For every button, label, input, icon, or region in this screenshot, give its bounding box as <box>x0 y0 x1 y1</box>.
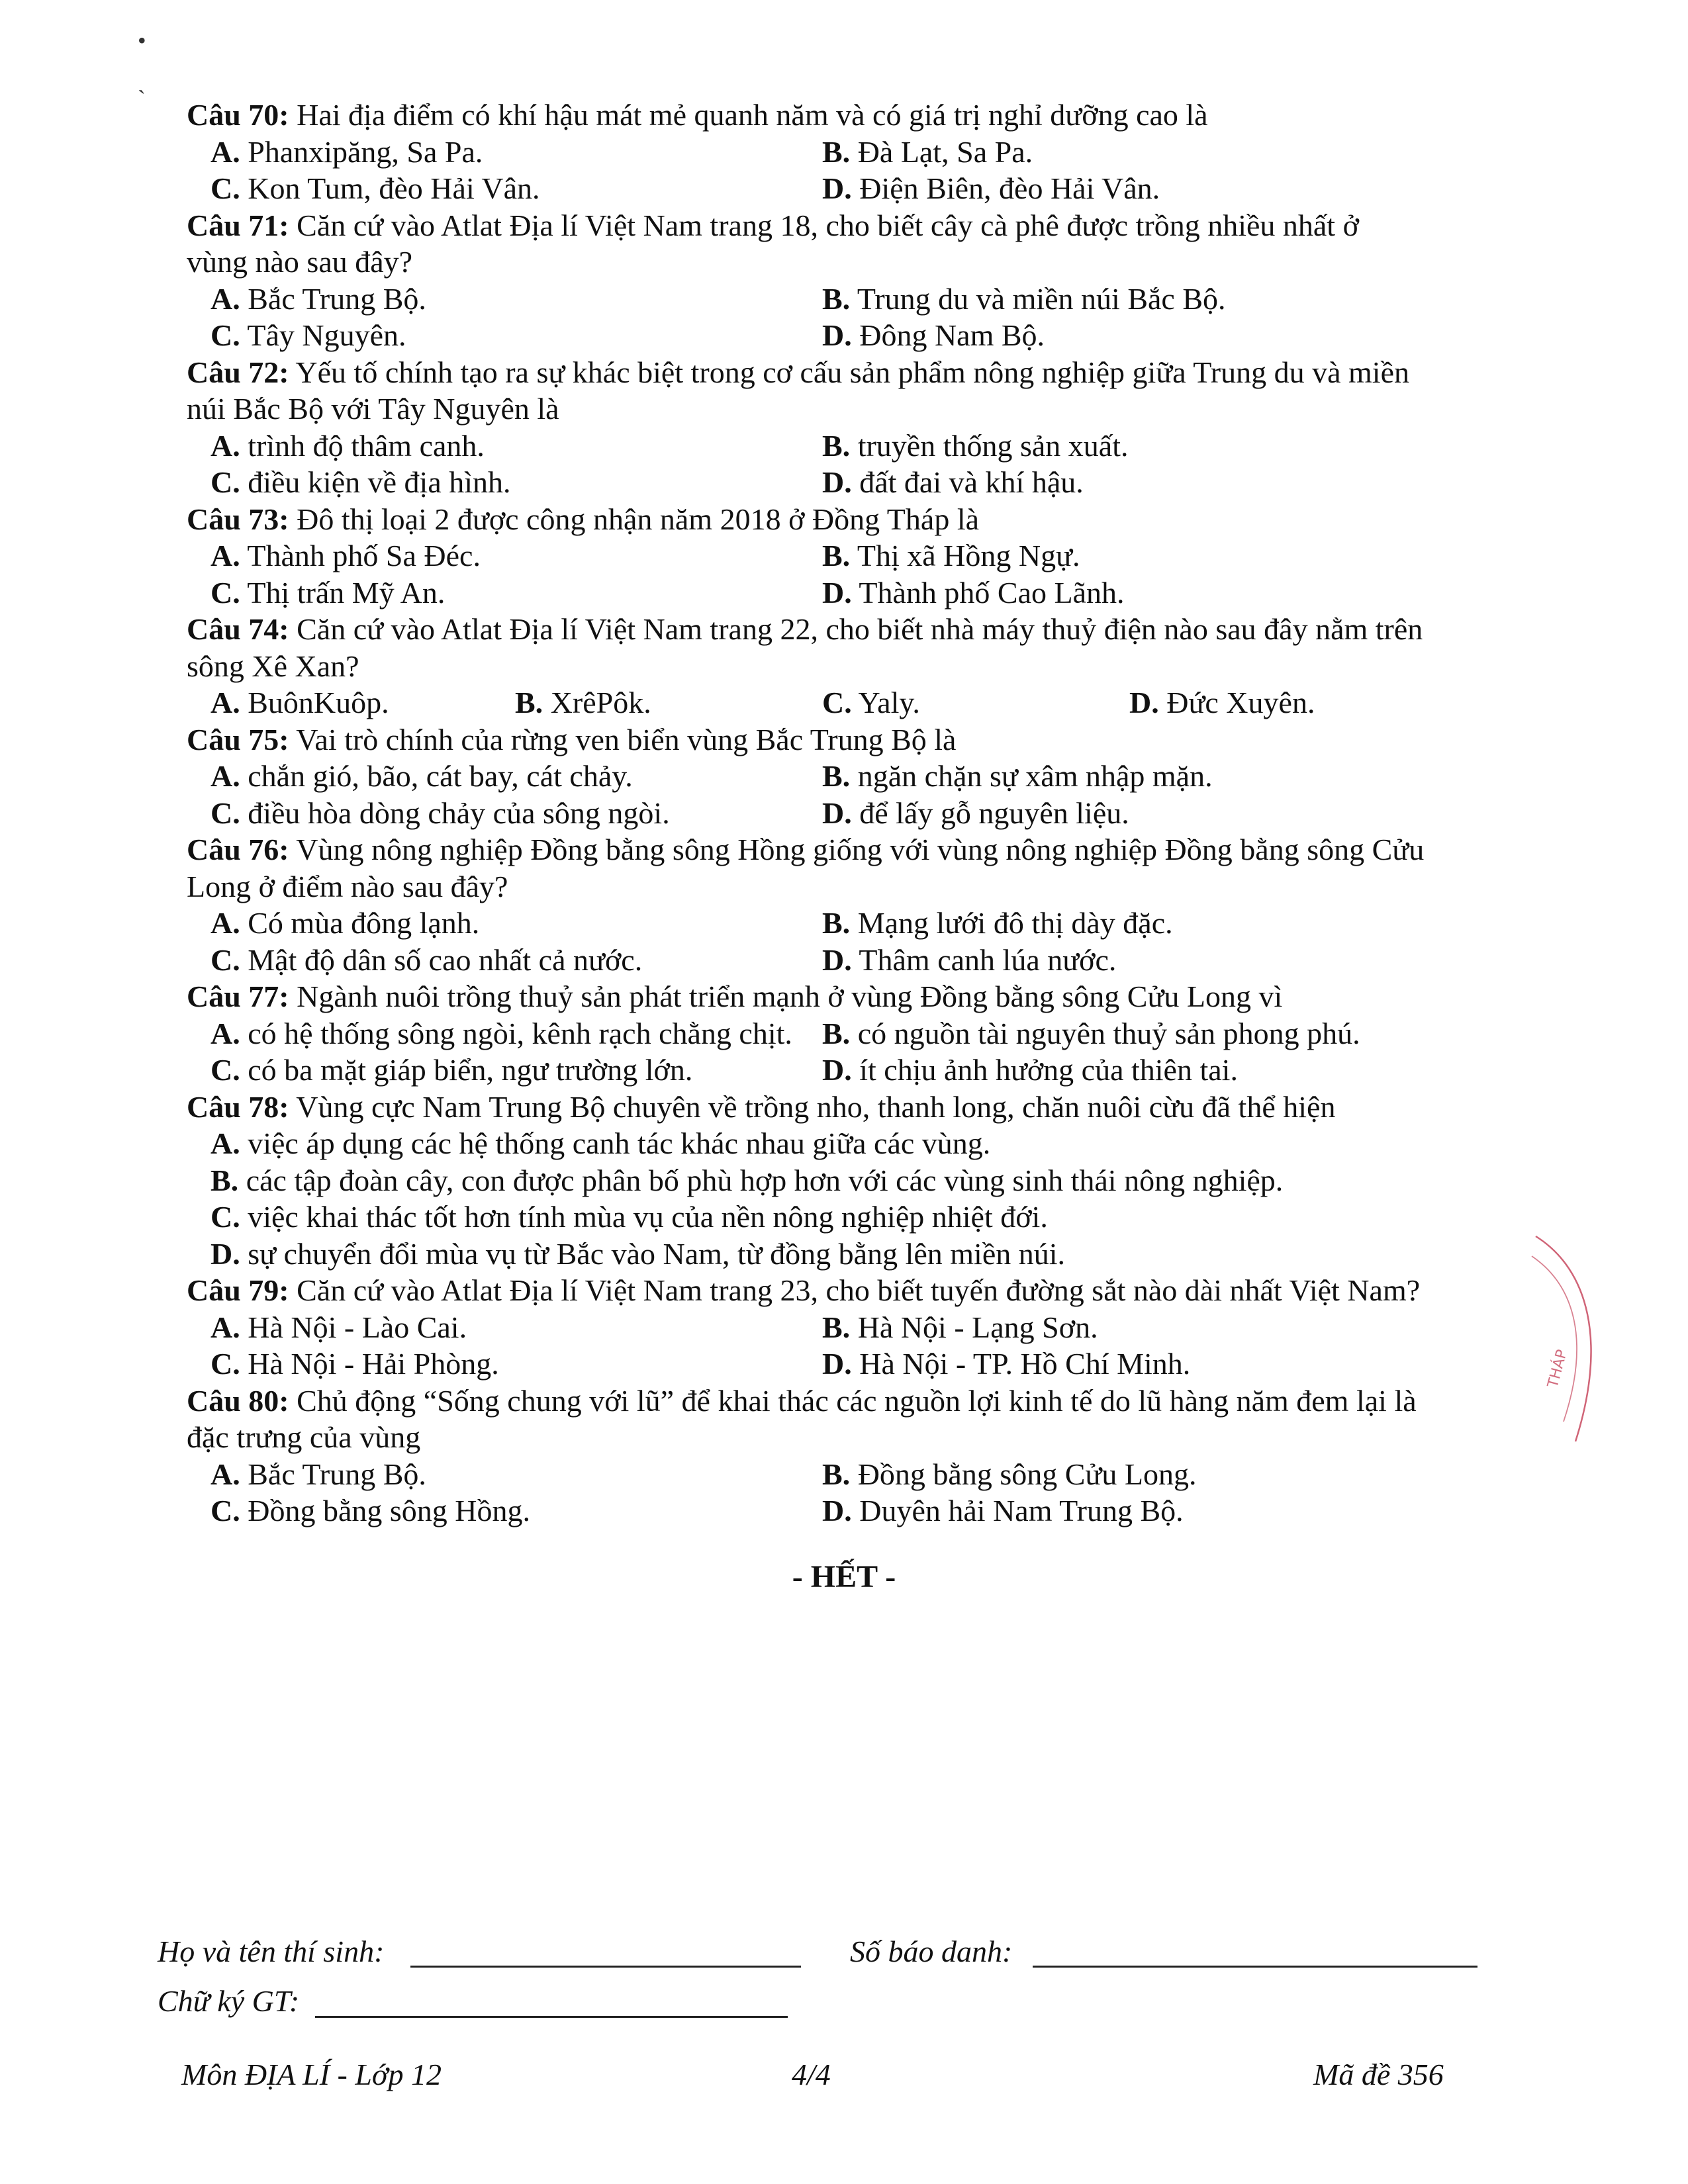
answer-option[interactable] <box>211 464 822 501</box>
option-letter: D. <box>822 796 852 830</box>
answer-option[interactable] <box>822 1015 1434 1052</box>
question-stem-text: Vùng nông nghiệp Đồng bằng sông Hồng giống với vùng nông nghiệp Đồng bằng sông Cửu <box>296 833 1425 866</box>
option-text: các tập đoàn cây, con được phân bố phù hợp hơn với các vùng sinh thái nông nghiệp. <box>246 1163 1284 1197</box>
option-letter: C. <box>211 575 240 610</box>
option-text: Đồng bằng sông Cửu Long. <box>857 1457 1197 1491</box>
option-text: Bắc Trung Bộ. <box>248 1457 426 1491</box>
question-item <box>187 97 1484 207</box>
candidate-name-field[interactable] <box>410 1966 801 1968</box>
supervisor-signature-label: Chữ ký GT: <box>158 1984 300 2018</box>
option-row <box>187 574 1484 612</box>
question-number: Câu 71: <box>187 208 289 242</box>
answer-option[interactable] <box>822 317 1434 354</box>
question-item <box>187 207 1484 354</box>
answer-option[interactable] <box>211 795 822 832</box>
option-row <box>187 1492 1484 1529</box>
question-item <box>187 354 1484 501</box>
question-stem-line <box>187 721 1484 758</box>
option-text: Mật độ dân số cao nhất cả nước. <box>248 942 643 977</box>
answer-option[interactable] <box>822 170 1434 207</box>
question-item <box>187 611 1484 721</box>
question-stem-text: Yếu tố chính tạo ra sự khác biệt trong cơ cấu sản phẩm nông nghiệp giữa Trung du và miền <box>295 355 1409 389</box>
option-text: Đà Lạt, Sa Pa. <box>857 134 1033 169</box>
question-item <box>187 978 1484 1089</box>
option-text: sự chuyển đổi mùa vụ từ Bắc vào Nam, từ đồng bằng lên miền núi. <box>248 1236 1066 1271</box>
option-letter: D. <box>822 171 852 205</box>
question-number: Câu 76: <box>187 833 289 866</box>
option-text: Điện Biên, đèo Hải Vân. <box>859 171 1160 205</box>
option-letter: B. <box>822 1310 851 1344</box>
scan-dot-top: • <box>138 27 146 54</box>
option-text: điều kiện về địa hình. <box>248 465 511 499</box>
option-text: Tây Nguyên. <box>247 318 406 352</box>
question-number: Câu 75: <box>187 722 289 756</box>
option-text: Hà Nội - Lào Cai. <box>248 1310 467 1344</box>
option-letter: C. <box>822 686 852 719</box>
question-number: Câu 78: <box>187 1089 289 1124</box>
question-number: Câu 73: <box>187 502 289 536</box>
answer-option[interactable] <box>211 1052 822 1089</box>
option-text: điều hòa dòng chảy của sông ngòi. <box>248 796 670 830</box>
footer-subject: Môn ĐỊA LÍ - Lớp 12 <box>181 2058 442 2091</box>
option-letter: B. <box>822 1016 851 1050</box>
answer-option[interactable] <box>822 1309 1434 1346</box>
option-text: có nguồn tài nguyên thuỷ sản phong phú. <box>857 1016 1360 1050</box>
question-list <box>187 97 1484 1529</box>
answer-option[interactable] <box>822 134 1434 171</box>
answer-option[interactable] <box>1129 684 1315 721</box>
question-stem-line <box>187 1419 1484 1456</box>
option-letter: A. <box>211 1126 240 1160</box>
answer-option[interactable] <box>211 537 822 574</box>
option-row <box>187 905 1484 942</box>
option-row <box>187 537 1484 574</box>
option-text: Đức Xuyên. <box>1166 686 1315 719</box>
option-letter: C. <box>211 796 240 830</box>
option-letter: B. <box>515 686 543 719</box>
question-stem-line <box>187 1383 1484 1420</box>
answer-option[interactable] <box>822 1456 1434 1493</box>
option-letter: C. <box>211 1347 240 1381</box>
option-letter: C. <box>211 942 240 977</box>
option-letter: A. <box>211 539 240 572</box>
option-text: trình độ thâm canh. <box>248 428 485 463</box>
answer-option[interactable] <box>211 1125 990 1162</box>
answer-option[interactable] <box>822 684 1129 721</box>
question-number: Câu 80: <box>187 1383 289 1418</box>
option-letter: B. <box>822 134 851 169</box>
question-stem-text: Căn cứ vào Atlat Địa lí Việt Nam trang 23, cho biết tuyến đường sắt nào dài nhất Việt Nam? <box>297 1273 1421 1307</box>
question-item <box>187 721 1484 832</box>
option-letter: D. <box>822 318 852 352</box>
option-text: Phanxipăng, Sa Pa. <box>248 134 483 169</box>
question-stem-line <box>187 611 1484 648</box>
end-marker: - HẾT - <box>792 1559 896 1594</box>
option-letter: D. <box>822 465 852 499</box>
footer-exam-code: Mã đề 356 <box>1313 2058 1444 2091</box>
option-text: Hà Nội - Hải Phòng. <box>248 1347 499 1381</box>
option-row <box>187 1015 1484 1052</box>
answer-option[interactable] <box>822 281 1434 318</box>
answer-option[interactable] <box>822 905 1434 942</box>
answer-option[interactable] <box>211 1236 1065 1273</box>
question-stem-text: sông Xê Xan? <box>187 649 359 683</box>
question-stem-text: đặc trưng của vùng <box>187 1420 421 1454</box>
question-stem-line <box>187 390 1484 428</box>
option-letter: C. <box>211 1494 240 1527</box>
option-letter: B. <box>822 759 851 793</box>
question-stem-text: Đô thị loại 2 được công nhận năm 2018 ở Đồng Tháp là <box>297 502 980 536</box>
question-stem-text: Ngành nuôi trồng thuỷ sản phát triển mạnh ở vùng Đồng bằng sông Cửu Long vì <box>297 979 1283 1013</box>
option-text: để lấy gỗ nguyên liệu. <box>859 796 1129 830</box>
question-stem-text: Căn cứ vào Atlat Địa lí Việt Nam trang 18, cho biết cây cà phê được trồng nhiều nhất ở <box>297 208 1359 242</box>
answer-option[interactable] <box>211 1456 822 1493</box>
answer-option[interactable] <box>211 428 822 465</box>
option-letter: A. <box>211 1310 240 1344</box>
option-text: Bắc Trung Bộ. <box>248 281 426 316</box>
answer-option[interactable] <box>822 574 1434 612</box>
answer-option[interactable] <box>211 1162 1283 1199</box>
answer-option[interactable] <box>822 758 1434 795</box>
question-item <box>187 1272 1484 1383</box>
option-text: việc áp dụng các hệ thống canh tác khác nhau giữa các vùng. <box>248 1126 991 1160</box>
svg-text:THÁP: THÁP <box>1544 1347 1571 1390</box>
option-text: Đồng bằng sông Hồng. <box>248 1494 530 1527</box>
candidate-number-field[interactable] <box>1033 1966 1477 1968</box>
option-row <box>187 942 1484 979</box>
answer-option[interactable] <box>211 1199 1048 1236</box>
question-number: Câu 79: <box>187 1273 289 1307</box>
scan-tick-mark: ˋ <box>138 85 146 112</box>
option-row <box>187 281 1484 318</box>
option-row <box>187 1052 1484 1089</box>
option-row <box>187 317 1484 354</box>
option-letter: D. <box>822 1053 852 1087</box>
answer-option[interactable] <box>211 684 515 721</box>
option-letter: D. <box>822 1347 852 1381</box>
question-item <box>187 501 1484 612</box>
answer-option[interactable] <box>211 317 822 354</box>
option-text: Đông Nam Bộ. <box>859 318 1045 352</box>
option-letter: C. <box>211 465 240 499</box>
option-letter: A. <box>211 281 240 316</box>
answer-option[interactable] <box>211 574 822 612</box>
option-letter: B. <box>822 906 851 940</box>
answer-option[interactable] <box>211 758 822 795</box>
option-letter: A. <box>211 759 240 793</box>
question-stem-text: vùng nào sau đây? <box>187 245 413 279</box>
option-row <box>187 758 1484 795</box>
answer-option[interactable] <box>822 1345 1434 1383</box>
question-number: Câu 72: <box>187 355 289 389</box>
question-number: Câu 77: <box>187 979 289 1013</box>
option-letter: B. <box>211 1163 239 1197</box>
answer-option[interactable] <box>211 281 822 318</box>
question-item <box>187 831 1484 978</box>
option-letter: A. <box>211 1457 240 1491</box>
question-item <box>187 1089 1484 1273</box>
option-text: truyền thống sản xuất. <box>857 428 1129 463</box>
option-text: Có mùa đông lạnh. <box>248 906 480 940</box>
answer-option[interactable] <box>211 1015 822 1052</box>
answer-option[interactable] <box>822 795 1434 832</box>
question-stem-line <box>187 207 1484 244</box>
option-text: có hệ thống sông ngòi, kênh rạch chằng chịt. <box>248 1016 792 1050</box>
question-stem-line <box>187 501 1484 538</box>
answer-option[interactable] <box>822 1492 1434 1529</box>
question-stem-line <box>187 868 1484 905</box>
option-text: Thâm canh lúa nước. <box>859 942 1117 977</box>
option-text: Hà Nội - Lạng Sơn. <box>857 1310 1098 1344</box>
question-stem-text: Căn cứ vào Atlat Địa lí Việt Nam trang 22, cho biết nhà máy thuỷ điện nào sau đây nằm trên <box>297 612 1423 646</box>
option-letter: D. <box>211 1236 240 1271</box>
official-seal-stamp <box>1529 1230 1609 1451</box>
option-letter: B. <box>822 539 851 572</box>
option-text: ngăn chặn sự xâm nhập mặn. <box>857 759 1213 793</box>
question-stem-line <box>187 244 1484 281</box>
option-text: Thị xã Hồng Ngự. <box>857 539 1080 572</box>
option-row <box>187 134 1484 171</box>
option-text: có ba mặt giáp biển, ngư trường lớn. <box>248 1053 693 1087</box>
option-row <box>187 1199 1484 1236</box>
option-row <box>187 1309 1484 1346</box>
question-stem-line <box>187 354 1484 391</box>
option-row <box>187 428 1484 465</box>
option-letter: A. <box>211 906 240 940</box>
answer-option[interactable] <box>822 428 1434 465</box>
footer-page-number: 4/4 <box>792 2058 831 2091</box>
answer-option[interactable] <box>211 1309 822 1346</box>
candidate-number-label: Số báo danh: <box>850 1934 1013 1968</box>
question-number: Câu 74: <box>187 612 289 646</box>
option-letter: A. <box>211 1016 240 1050</box>
option-letter: D. <box>822 575 852 610</box>
answer-option[interactable] <box>822 1052 1434 1089</box>
option-text: việc khai thác tốt hơn tính mùa vụ của nền nông nghiệp nhiệt đới. <box>248 1200 1048 1234</box>
option-letter: B. <box>822 1457 851 1491</box>
option-text: Thành phố Sa Đéc. <box>247 539 481 572</box>
question-stem-line <box>187 831 1484 868</box>
option-text: Mạng lưới đô thị dày đặc. <box>857 906 1173 940</box>
option-row <box>187 1162 1484 1199</box>
option-row <box>187 795 1484 832</box>
question-stem-text: Hai địa điểm có khí hậu mát mẻ quanh năm và có giá trị nghỉ dưỡng cao là <box>297 98 1208 132</box>
option-letter: A. <box>211 686 240 719</box>
option-row <box>187 1236 1484 1273</box>
option-letter: C. <box>211 1053 240 1087</box>
question-stem-text: Long ở điểm nào sau đây? <box>187 869 508 903</box>
option-letter: A. <box>211 428 240 463</box>
answer-option[interactable] <box>211 1492 822 1529</box>
option-letter: C. <box>211 1200 240 1234</box>
answer-option[interactable] <box>211 942 822 979</box>
option-letter: D. <box>822 1494 852 1527</box>
option-text: chắn gió, bão, cát bay, cát chảy. <box>248 759 633 793</box>
option-letter: C. <box>211 171 240 205</box>
option-text: đất đai và khí hậu. <box>859 465 1084 499</box>
question-stem-line <box>187 97 1484 134</box>
option-row <box>187 1345 1484 1383</box>
question-stem-line <box>187 648 1484 685</box>
option-row <box>187 170 1484 207</box>
option-text: Thị trấn Mỹ An. <box>247 575 445 610</box>
answer-option[interactable] <box>211 134 822 171</box>
answer-option[interactable] <box>211 905 822 942</box>
question-stem-text: Vùng cực Nam Trung Bộ chuyên về trồng nho, thanh long, chăn nuôi cừu đã thể hiện <box>296 1089 1336 1124</box>
option-letter: D. <box>822 942 852 977</box>
question-item <box>187 1383 1484 1529</box>
option-row <box>187 464 1484 501</box>
option-letter: B. <box>822 281 851 316</box>
option-text: XrêPôk. <box>550 686 651 719</box>
option-text: Trung du và miền núi Bắc Bộ. <box>857 281 1226 316</box>
option-text: BuônKuôp. <box>248 686 389 719</box>
option-letter: B. <box>822 428 851 463</box>
option-text: ít chịu ảnh hưởng của thiên tai. <box>859 1053 1238 1087</box>
answer-option[interactable] <box>822 464 1434 501</box>
option-row <box>187 684 1484 721</box>
supervisor-signature-field[interactable] <box>315 2016 788 2018</box>
option-text: Duyên hải Nam Trung Bộ. <box>859 1494 1184 1527</box>
option-letter: C. <box>211 318 240 352</box>
answer-option[interactable] <box>822 942 1434 979</box>
option-text: Thành phố Cao Lãnh. <box>859 575 1125 610</box>
question-stem-line <box>187 1089 1484 1126</box>
option-text: Hà Nội - TP. Hồ Chí Minh. <box>859 1347 1191 1381</box>
question-stem-text: Vai trò chính của rừng ven biển vùng Bắc Trung Bộ là <box>296 722 957 756</box>
answer-option[interactable] <box>211 1345 822 1383</box>
option-text: Yaly. <box>858 686 920 719</box>
question-stem-text: Chủ động “Sống chung với lũ” để khai thác các nguồn lợi kinh tế do lũ hàng năm đem lại là <box>297 1383 1417 1418</box>
candidate-name-label: Họ và tên thí sinh: <box>158 1934 385 1968</box>
question-stem-text: núi Bắc Bộ với Tây Nguyên là <box>187 392 559 426</box>
question-stem-line <box>187 978 1484 1015</box>
question-number: Câu 70: <box>187 98 289 132</box>
answer-option[interactable] <box>515 684 822 721</box>
option-letter: D. <box>1129 686 1159 719</box>
option-row <box>187 1125 1484 1162</box>
option-row <box>187 1456 1484 1493</box>
question-stem-line <box>187 1272 1484 1309</box>
answer-option[interactable] <box>211 170 822 207</box>
option-letter: A. <box>211 134 240 169</box>
answer-option[interactable] <box>822 537 1434 574</box>
option-text: Kon Tum, đèo Hải Vân. <box>248 171 540 205</box>
